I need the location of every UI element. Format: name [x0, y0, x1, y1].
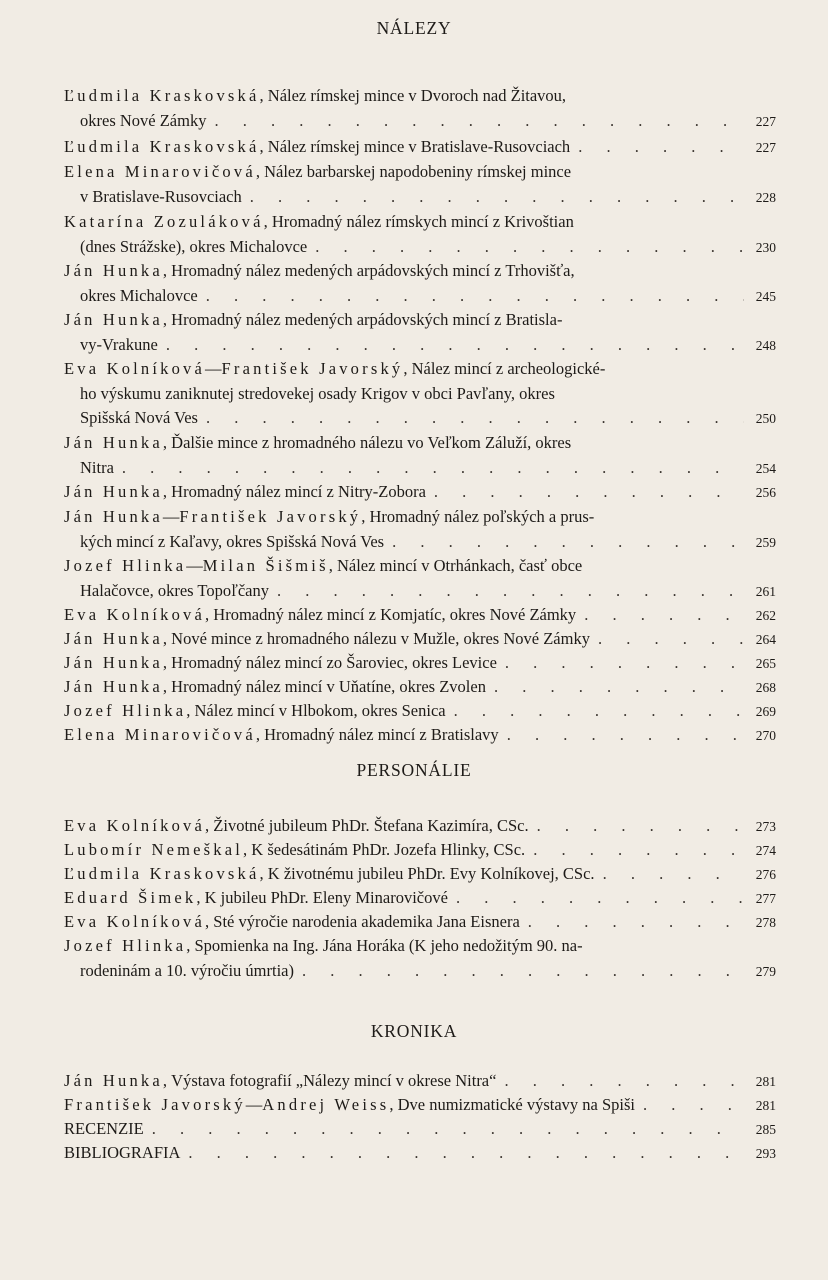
entry-page: 273 — [755, 819, 776, 834]
dot-leader — [505, 651, 744, 676]
entry-author: Jozef Hlinka — [64, 701, 187, 720]
entry-title-cont: (dnes Strážske), okres Michalovce — [80, 236, 308, 256]
dot-leader — [392, 530, 744, 555]
entry-title: Hromadný nález mincí z Bratislavy — [264, 725, 499, 744]
entry-title-cont: Halačovce, okres Topoľčany — [80, 580, 269, 600]
entry-author: Lubomír Nemeškal — [64, 840, 244, 859]
toc-entry — [64, 1141, 776, 1166]
entry-title: RECENZIE — [64, 1119, 144, 1138]
entry-title: Životné jubileum PhDr. Štefana Kazimíra, CSc. — [213, 816, 529, 835]
toc-entry: Eva Kolníková — František Javorský , Nález mincí z archeologické- ho výskumu zaniknutej stredovekej osady Krigov v obci Pavľany, okres Spišská Nová Ves . . . 250 — [64, 357, 776, 431]
entry-page: 270 — [755, 728, 776, 743]
dot-leader — [152, 1117, 744, 1142]
entry-title: Hromadný nález medených arpádovských mincí z Bratisla- — [171, 310, 563, 329]
entry-author: Andrej Weiss — [262, 1095, 390, 1114]
toc-entry: Elena Minarovičová , Hromadný nález mincí z Bratislavy . . . 270 — [64, 723, 776, 748]
entry-author: Ján Hunka — [64, 653, 163, 672]
dot-leader — [598, 627, 744, 652]
entry-author: Elena Minarovičová — [64, 725, 256, 744]
entry-author: Ján Hunka — [64, 310, 163, 329]
entry-title: Nález mincí v Otrhánkach, časť obce — [336, 556, 583, 575]
toc-entry: Eva Kolníková , Životné jubileum PhDr. Štefana Kazimíra, CSc. . . . 273 — [64, 814, 776, 839]
dot-leader — [456, 886, 744, 911]
entry-author: František Javorský — [221, 359, 404, 378]
entry-page: 254 — [755, 460, 776, 476]
toc-entry: Jozef Hlinka , Nález mincí v Hlbokom, okres Senica . . . 269 — [64, 699, 776, 724]
entry-author: Ján Hunka — [64, 1071, 163, 1090]
dot-leader — [206, 406, 744, 431]
entry-page: 245 — [755, 288, 776, 304]
dot-leader — [603, 862, 744, 887]
entry-title-cont: ho výskumu zaniknutej stredovekej osady Krigov v obci Pavľany, okres — [80, 383, 555, 403]
dot-leader — [122, 456, 744, 481]
entry-title: K životnému jubileu PhDr. Evy Kolníkovej, CSc. — [267, 864, 595, 883]
entry-author: Ján Hunka — [64, 433, 163, 452]
toc-entry: Ján Hunka , Hromadný nález medených arpádovských mincí z Trhovišťa, okres Michalovce . . . 245 — [64, 259, 776, 308]
toc-entry: Ján Hunka , Hromadný nález mincí zo Šaroviec, okres Levice . . . 265 — [64, 651, 776, 676]
toc-entry: Ján Hunka , Hromadný nález mincí v Uňatíne, okres Zvolen . . . 268 — [64, 675, 776, 700]
dot-leader — [206, 284, 744, 309]
entry-page: 264 — [755, 632, 776, 647]
entry-title-cont: kých mincí z Kaľavy, okres Spišská Nová Ves — [80, 531, 385, 551]
dot-leader — [504, 1069, 744, 1094]
entry-title: K jubileu PhDr. Eleny Minarovičové — [204, 888, 448, 907]
toc-entry: Ľudmila Kraskovská , Nález rímskej mince v Dvoroch nad Žitavou, okres Nové Zámky . . . 227 — [64, 84, 776, 133]
entry-page: 274 — [755, 843, 776, 858]
entry-title: Hromadný nález mincí zo Šaroviec, okres Levice — [171, 653, 497, 672]
toc-entry: Ján Hunka , Výstava fotografií „Nálezy mincí v okrese Nitra“ . . . 281 — [64, 1069, 776, 1094]
entry-title: Hromadný nález rímskych mincí z Krivoštian — [271, 212, 574, 231]
entry-page: 277 — [755, 891, 776, 906]
dot-leader — [507, 723, 744, 748]
entry-title: Výstava fotografií „Nálezy mincí v okrese Nitra“ — [171, 1071, 497, 1090]
toc-entry: Lubomír Nemeškal , K šedesátinám PhDr. Jozefa Hlinky, CSc. . . . 274 — [64, 838, 776, 863]
entry-page: 278 — [755, 915, 776, 930]
entry-author: Ľudmila Kraskovská — [64, 137, 260, 156]
entry-title-cont: v Bratislave-Rusovciach — [80, 186, 242, 206]
entry-page: 228 — [755, 189, 776, 205]
toc-entry: Katarína Zozuláková , Hromadný nález rímskych mincí z Krivoštian (dnes Strážske), okres Michalovce . . . 230 — [64, 210, 776, 259]
entry-author: Eva Kolníková — [64, 605, 206, 624]
dot-leader — [434, 480, 744, 505]
dot-leader — [277, 579, 744, 604]
toc-entry: František Javorský — Andrej Weiss , Dve numizmatické výstavy na Spiši . . . 281 — [64, 1093, 776, 1118]
entry-author: Jozef Hlinka — [64, 936, 187, 955]
entry-author: Ján Hunka — [64, 677, 163, 696]
toc-entry: Ľudmila Kraskovská , K životnému jubileu PhDr. Evy Kolníkovej, CSc. . . . 276 — [64, 862, 776, 887]
entry-author: Ján Hunka — [64, 629, 163, 648]
entry-title: Spomienka na Ing. Jána Horáka (K jeho nedožitým 90. na- — [194, 936, 583, 955]
entry-title: Nález rímskej mince v Bratislave-Rusovciach — [267, 137, 571, 156]
entry-author: Eva Kolníková — [64, 912, 206, 931]
toc-entry: Ján Hunka — František Javorský , Hromadný nález poľských a prus- kých mincí z Kaľavy, okres Spišská Nová Ves . . . 259 — [64, 505, 776, 554]
toc-entry: Eduard Šimek , K jubileu PhDr. Eleny Minarovičové . . . 277 — [64, 886, 776, 911]
dot-leader — [214, 109, 744, 134]
dot-leader — [528, 910, 744, 935]
entry-author: Eva Kolníková — [64, 359, 206, 378]
dot-leader — [302, 959, 744, 984]
section-title-personalie: PERSONÁLIE — [356, 760, 472, 780]
entry-title: Ďalšie mince z hromadného nálezu vo Veľkom Záluží, okres — [171, 433, 572, 452]
entry-page: 279 — [755, 963, 776, 979]
section-title-nalezy: NÁLEZY — [376, 18, 452, 38]
entry-page: 269 — [755, 704, 776, 719]
dot-leader — [578, 135, 744, 160]
dot-leader — [584, 603, 744, 628]
entry-title: Nové mince z hromadného nálezu v Mužle, okres Nové Zámky — [171, 629, 590, 648]
entry-title: Nález mincí z archeologické- — [411, 359, 606, 378]
entry-title-cont: Spišská Nová Ves — [80, 408, 198, 427]
dot-leader — [643, 1093, 744, 1118]
entry-title: Nález barbarskej napodobeniny rímskej mince — [264, 162, 572, 181]
dot-leader — [188, 1141, 744, 1166]
dot-leader — [533, 838, 744, 863]
entry-page: 268 — [755, 680, 776, 695]
entry-page: 250 — [755, 411, 776, 426]
entry-title: K šedesátinám PhDr. Jozefa Hlinky, CSc. — [251, 840, 526, 859]
entry-title: Hromadný nález poľských a prus- — [369, 507, 595, 526]
entry-author: Ján Hunka — [64, 261, 163, 280]
entry-author: Elena Minarovičová — [64, 162, 256, 181]
entry-title-cont: Nitra — [80, 457, 114, 477]
dot-leader — [250, 185, 744, 210]
entry-author: Katarína Zozuláková — [64, 212, 264, 231]
entry-author: Jozef Hlinka — [64, 556, 187, 575]
toc-entry: Ján Hunka , Nové mince z hromadného nálezu v Mužle, okres Nové Zámky . . . 264 — [64, 627, 776, 652]
dot-leader — [166, 333, 744, 358]
entry-title: Hromadný nález medených arpádovských mincí z Trhovišťa, — [171, 261, 575, 280]
toc-entry: Ľudmila Kraskovská , Nález rímskej mince v Bratislave-Rusovciach . . . 227 — [64, 135, 776, 160]
entry-page: 281 — [755, 1098, 776, 1113]
entry-page: 230 — [755, 239, 776, 255]
entry-title: Hromadný nález mincí v Uňatíne, okres Zvolen — [171, 677, 486, 696]
entry-title: Nález rímskej mince v Dvoroch nad Žitavou, — [267, 86, 567, 105]
entry-title: Sté výročie narodenia akademika Jana Eisnera — [213, 912, 520, 931]
entry-page: 248 — [755, 337, 776, 353]
entry-author: Ľudmila Kraskovská — [64, 864, 260, 883]
entry-page: 293 — [755, 1146, 776, 1161]
toc-entry: Ján Hunka , Hromadný nález medených arpádovských mincí z Bratisla- vy-Vrakune . . . 248 — [64, 308, 776, 357]
entry-author: Milan Šišmiš — [202, 556, 329, 575]
entry-author: František Javorský — [64, 1095, 246, 1114]
entry-title-cont: okres Michalovce — [80, 285, 198, 305]
entry-page: 265 — [755, 656, 776, 671]
toc-entry: Ján Hunka , Hromadný nález mincí z Nitry-Zobora . . . 256 — [64, 480, 776, 505]
entry-title: BIBLIOGRAFIA — [64, 1143, 181, 1162]
entry-page: 276 — [755, 867, 776, 882]
entry-author: Eva Kolníková — [64, 816, 206, 835]
entry-author: František Javorský — [179, 507, 362, 526]
entry-page: 259 — [755, 534, 776, 550]
entry-title: Dve numizmatické výstavy na Spiši — [397, 1095, 635, 1114]
entry-title: Hromadný nález mincí z Komjatíc, okres Nové Zámky — [213, 605, 577, 624]
toc-entry: Eva Kolníková , Sté výročie narodenia akademika Jana Eisnera . . . 278 — [64, 910, 776, 935]
entry-page: 285 — [755, 1122, 776, 1137]
dot-leader — [454, 699, 744, 724]
toc-entry: Elena Minarovičová , Nález barbarskej napodobeniny rímskej mince v Bratislave-Rusovciach . . . 228 — [64, 160, 776, 209]
dot-leader — [537, 814, 744, 839]
toc-entry — [64, 1117, 776, 1142]
entry-page: 261 — [755, 583, 776, 599]
entry-author: Eduard Šimek — [64, 888, 197, 907]
entry-page: 227 — [755, 140, 776, 155]
entry-page: 262 — [755, 608, 776, 623]
entry-author: Ján Hunka — [64, 482, 163, 501]
entry-author: Ján Hunka — [64, 507, 163, 526]
toc-entry: Jozef Hlinka — Milan Šišmiš , Nález mincí v Otrhánkach, časť obce Halačovce, okres Topoľčany . . . 261 — [64, 554, 776, 603]
section-title-kronika: KRONIKA — [370, 1021, 458, 1041]
toc-entry: Jozef Hlinka , Spomienka na Ing. Jána Horáka (K jeho nedožitým 90. na- rodeninám a 10. výročiu úmrtia) . . . 279 — [64, 934, 776, 983]
toc-entry: Ján Hunka , Ďalšie mince z hromadného nálezu vo Veľkom Záluží, okres Nitra . . . 254 — [64, 431, 776, 480]
entry-author: Ľudmila Kraskovská — [64, 86, 260, 105]
entry-title-cont: rodeninám a 10. výročiu úmrtia) — [80, 960, 294, 980]
dot-leader — [494, 675, 744, 700]
entry-title-cont: okres Nové Zámky — [80, 110, 207, 130]
entry-page: 227 — [755, 113, 776, 129]
toc-entry: Eva Kolníková , Hromadný nález mincí z Komjatíc, okres Nové Zámky . . . 262 — [64, 603, 776, 628]
entry-page: 281 — [755, 1074, 776, 1089]
entry-title: Hromadný nález mincí z Nitry-Zobora — [171, 482, 426, 501]
entry-title: Nález mincí v Hlbokom, okres Senica — [194, 701, 446, 720]
entry-title-cont: vy-Vrakune — [80, 334, 158, 354]
entry-page: 256 — [755, 485, 776, 500]
dot-leader — [315, 235, 744, 260]
